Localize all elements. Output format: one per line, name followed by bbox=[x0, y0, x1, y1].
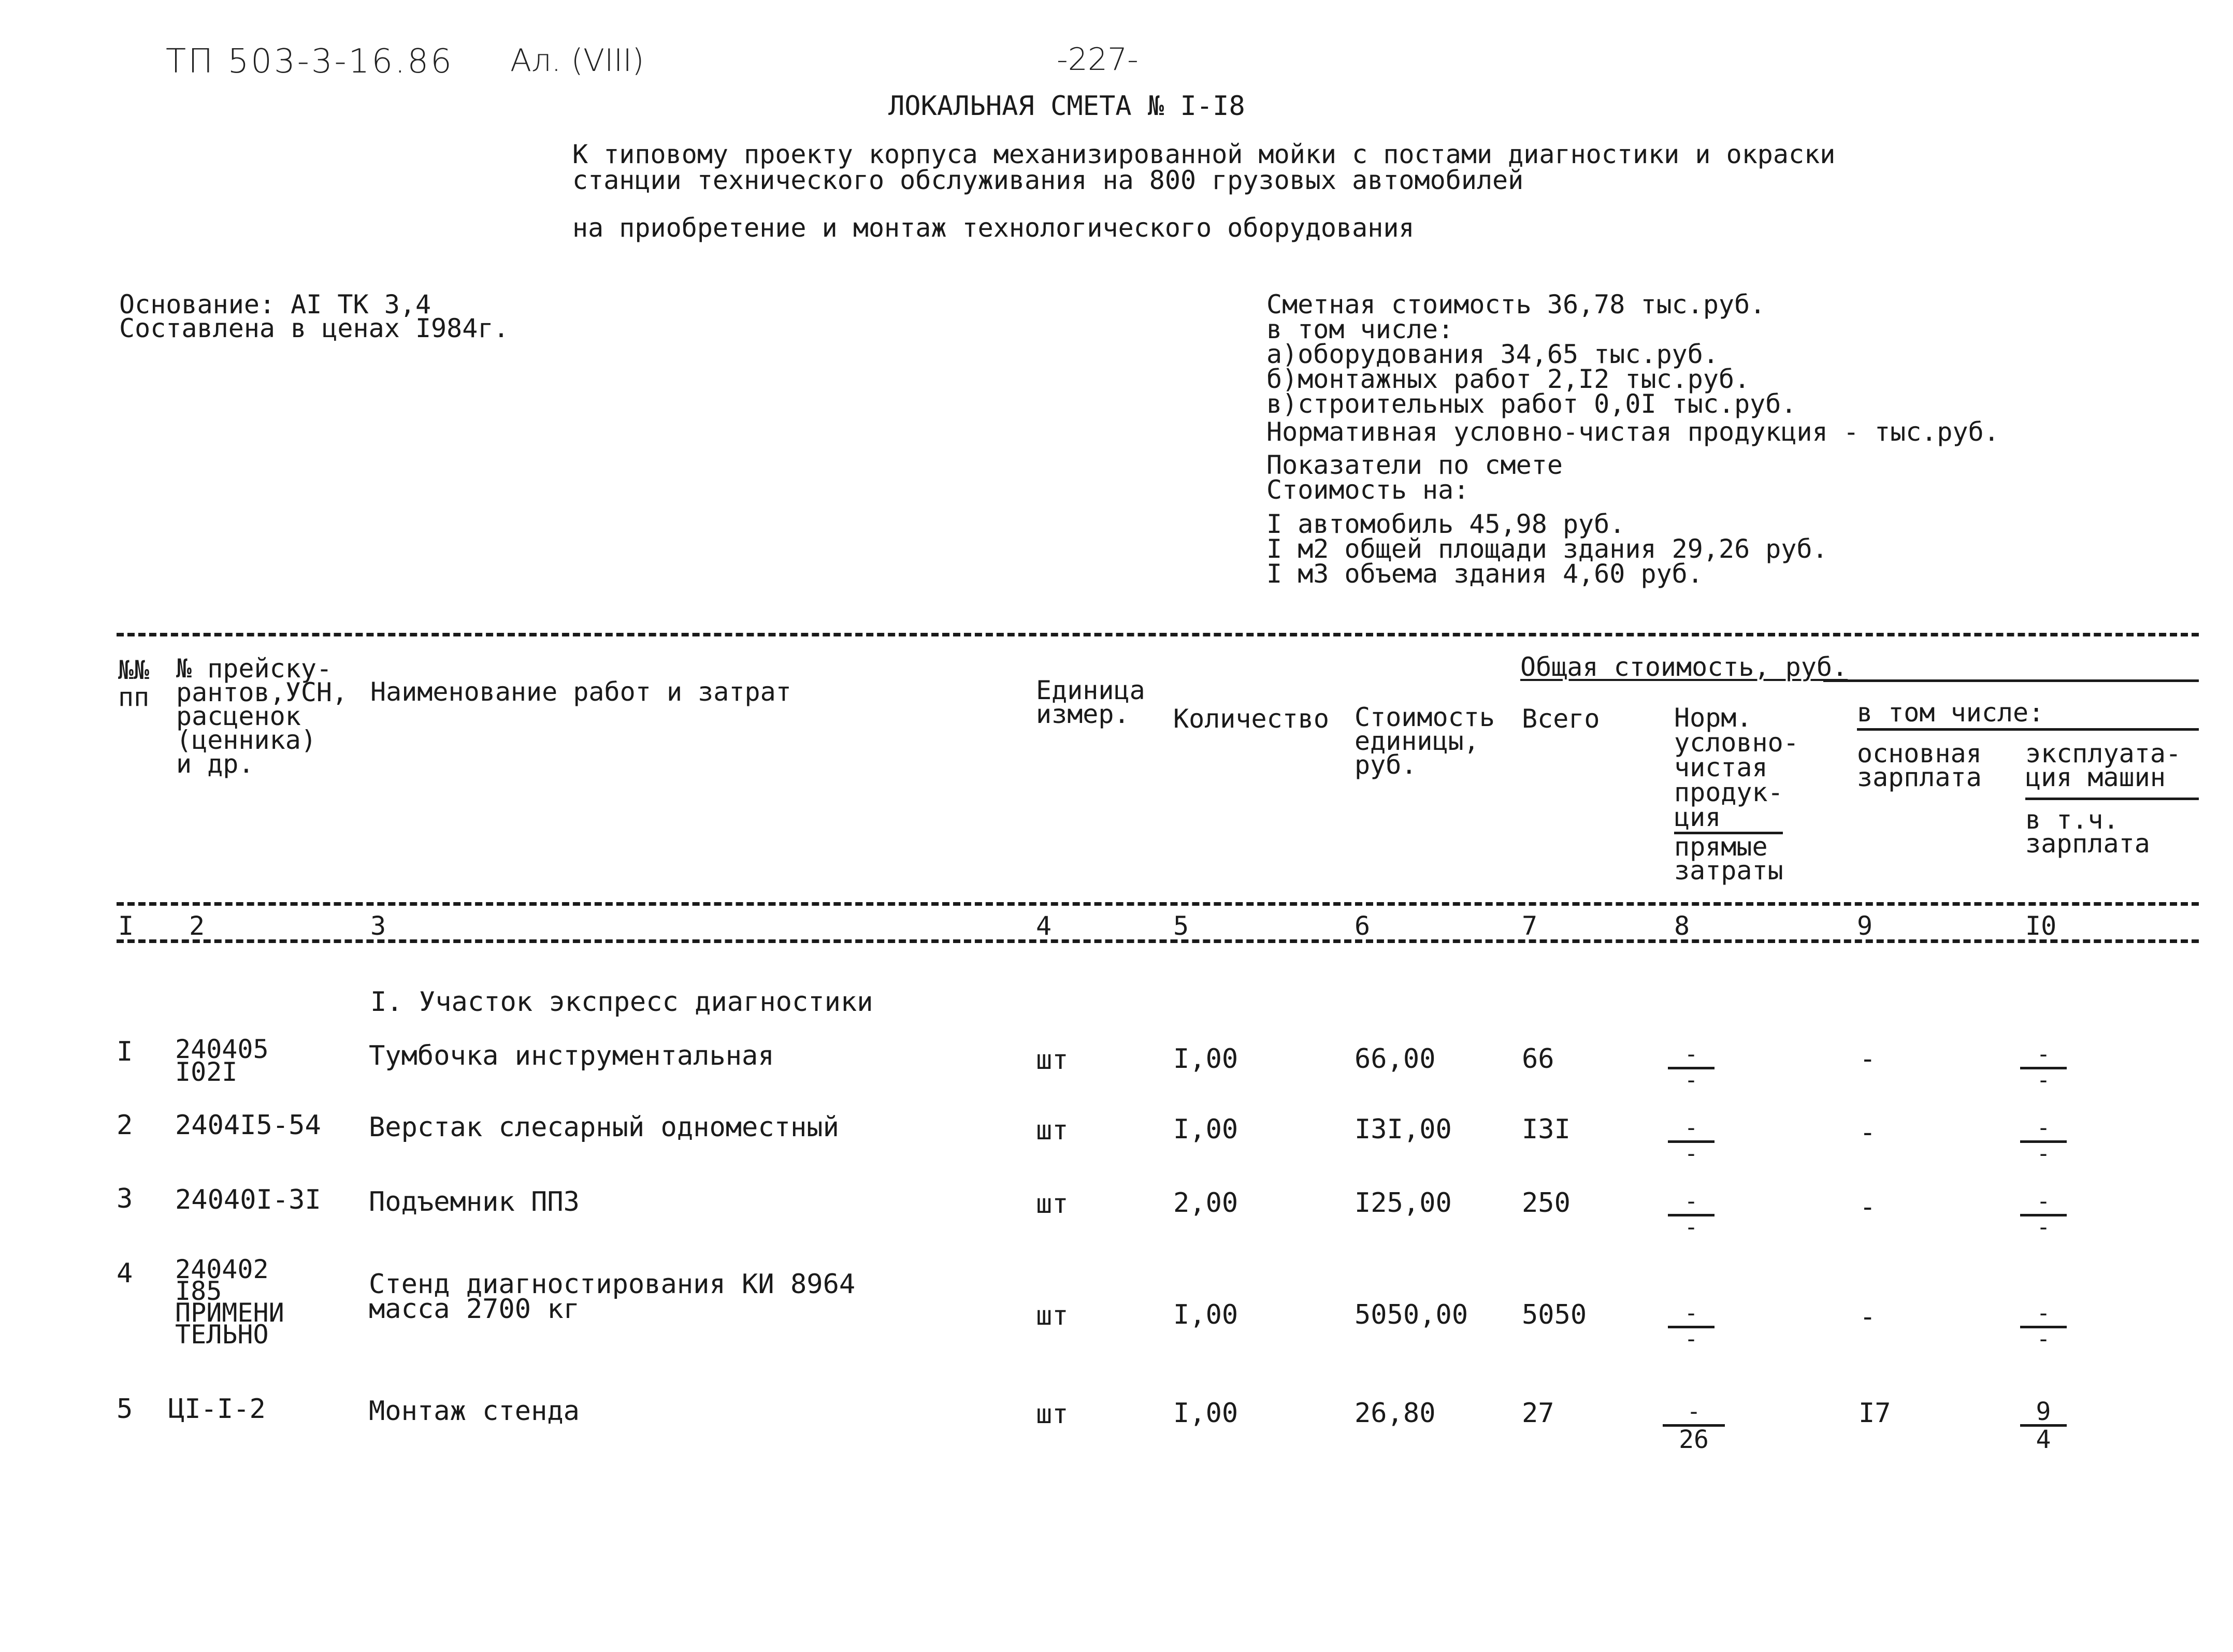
summary-per-vehicle: I автомобиль 45,98 руб. bbox=[1266, 509, 1625, 539]
col-number-4: 4 bbox=[1036, 911, 1052, 941]
summary-per-m2: I м2 общей площади здания 29,26 руб. bbox=[1266, 534, 1828, 564]
row-net-product-fraction: - 26 bbox=[1663, 1401, 1725, 1448]
row-machine-fraction: - - bbox=[2020, 1044, 2067, 1091]
row-total: 5050 bbox=[1522, 1299, 1587, 1330]
group-underline bbox=[1823, 679, 2199, 682]
row-net-product-fraction: - - bbox=[1668, 1303, 1715, 1350]
row-unit: шт bbox=[1036, 1300, 1069, 1331]
row-code: 2404I5-54 bbox=[175, 1110, 321, 1141]
row-price: I3I,00 bbox=[1355, 1114, 1452, 1145]
row-total: 66 bbox=[1522, 1044, 1554, 1075]
col-number-5: 5 bbox=[1173, 911, 1189, 941]
row-price: I25,00 bbox=[1355, 1187, 1452, 1219]
col-header-name: Наименование работ и затрат bbox=[370, 677, 791, 707]
including-underline bbox=[1857, 728, 2199, 731]
col-number-2: 2 bbox=[189, 911, 205, 941]
row-qty: I,00 bbox=[1173, 1044, 1238, 1075]
col-header-direct-costs: прямые затраты bbox=[1674, 832, 1783, 886]
row-machine-fraction: - - bbox=[2020, 1191, 2067, 1238]
table-top-rule bbox=[117, 633, 2199, 636]
page-number: -227- bbox=[1057, 41, 1139, 78]
summary-including: в том числе: bbox=[1266, 314, 1454, 344]
row-net-product-fraction: - - bbox=[1668, 1044, 1715, 1091]
col-header-unit: Единица измер. bbox=[1036, 675, 1145, 729]
row-name: Тумбочка инструментальная bbox=[369, 1040, 774, 1071]
price-level-line: Составлена в ценах I984г. bbox=[119, 313, 509, 343]
row-base-salary: - bbox=[1860, 1192, 1876, 1223]
row-code: ЦI-I-2 bbox=[168, 1394, 266, 1425]
row-name: Стенд диагностирования КИ 8964 масса 2700 кг bbox=[369, 1269, 856, 1325]
col-header-machine-salary: в т.ч. зарплата bbox=[2025, 805, 2150, 859]
row-net-product-fraction: - - bbox=[1668, 1118, 1715, 1164]
col-number-1: I bbox=[118, 911, 134, 941]
col-number-3: 3 bbox=[370, 911, 386, 941]
row-base-salary: - bbox=[1860, 1044, 1876, 1075]
col-header-unit-price: Стоимость единицы, руб. bbox=[1355, 702, 1495, 780]
row-code: 24040I-3I bbox=[175, 1184, 321, 1215]
col-number-9: 9 bbox=[1857, 911, 1873, 941]
summary-installation: б)монтажных работ 2,I2 тыс.руб. bbox=[1266, 364, 1750, 394]
row-total: 27 bbox=[1522, 1398, 1554, 1429]
row-price: 5050,00 bbox=[1355, 1299, 1468, 1330]
section-title: I. Участок экспресс диагностики bbox=[370, 987, 873, 1018]
row-total: 250 bbox=[1522, 1187, 1571, 1219]
machine-ops-divider bbox=[2025, 798, 2199, 800]
row-no: I bbox=[117, 1036, 133, 1067]
row-price: 66,00 bbox=[1355, 1044, 1436, 1075]
col-header-code: № прейску- рантов,УСН, расценок (ценника) и др. bbox=[176, 654, 348, 779]
summary-equipment: а)оборудования 34,65 тыс.руб. bbox=[1266, 339, 1719, 369]
subtitle-line-2: станции технического обслуживания на 800 грузовых автомобилей bbox=[572, 165, 1524, 195]
col-header-total: Всего bbox=[1522, 704, 1600, 734]
row-no: 4 bbox=[117, 1258, 133, 1289]
col-number-6: 6 bbox=[1355, 911, 1371, 941]
col-numbers-rule bbox=[117, 939, 2199, 943]
col-header-base-salary: основная зарплата bbox=[1857, 738, 1982, 792]
row-name: Подъемник ПП3 bbox=[369, 1186, 580, 1218]
document-title: ЛОКАЛЬНАЯ СМЕТА № I-I8 bbox=[888, 91, 1245, 122]
col-number-8: 8 bbox=[1674, 911, 1690, 941]
basis-line: Основание: АI ТК 3,4 bbox=[119, 289, 431, 320]
project-code: ТП 503-3-16.86 bbox=[166, 42, 454, 81]
col-group-total-cost: Общая стоимость, руб. bbox=[1520, 652, 1848, 682]
row-qty: I,00 bbox=[1173, 1398, 1238, 1429]
row-machine-fraction: - - bbox=[2020, 1118, 2067, 1164]
col-header-machine-ops: эксплуата- ция машин bbox=[2025, 738, 2182, 792]
summary-construction: в)строительных работ 0,0I тыс.руб. bbox=[1266, 389, 1797, 419]
album-number: Ал. (VIII) bbox=[510, 42, 644, 79]
row-code: 240405 I02I bbox=[175, 1034, 269, 1087]
col-header-qty: Количество bbox=[1173, 704, 1330, 734]
col-header-no: №№ пп bbox=[118, 655, 150, 712]
col-number-10: I0 bbox=[2025, 911, 2057, 941]
summary-per-m3: I м3 объема здания 4,60 руб. bbox=[1266, 559, 1703, 589]
row-name: Верстак слесарный одноместный bbox=[369, 1112, 839, 1143]
row-total: I3I bbox=[1522, 1114, 1571, 1145]
col-number-7: 7 bbox=[1522, 911, 1538, 941]
subtitle-line-1: К типовому проекту корпуса механизированной мойки с постами диагностики и окраски bbox=[572, 139, 1836, 169]
row-unit: шт bbox=[1036, 1189, 1069, 1220]
row-base-salary: - bbox=[1860, 1301, 1876, 1332]
header-bottom-rule bbox=[117, 902, 2199, 906]
summary-cost-per: Стоимость на: bbox=[1266, 475, 1470, 505]
row-no: 2 bbox=[117, 1110, 133, 1141]
row-no: 5 bbox=[117, 1394, 133, 1425]
row-net-product-fraction: - - bbox=[1668, 1191, 1715, 1238]
col-header-net-product: Норм. условно- чистая продук- ция bbox=[1674, 703, 1799, 832]
subtitle-line-3: на приобретение и монтаж технологического оборудования bbox=[572, 213, 1415, 243]
row-qty: I,00 bbox=[1173, 1299, 1238, 1330]
row-machine-fraction: 9 4 bbox=[2020, 1401, 2067, 1448]
row-unit: шт bbox=[1036, 1045, 1069, 1076]
col-header-including: в том числе: bbox=[1857, 698, 2044, 728]
row-qty: I,00 bbox=[1173, 1114, 1238, 1145]
row-price: 26,80 bbox=[1355, 1398, 1436, 1429]
row-unit: шт bbox=[1036, 1399, 1069, 1430]
row-machine-fraction: - - bbox=[2020, 1303, 2067, 1350]
row-base-salary: - bbox=[1860, 1117, 1876, 1148]
row-qty: 2,00 bbox=[1173, 1187, 1238, 1219]
summary-estimated-cost: Сметная стоимость 36,78 тыс.руб. bbox=[1266, 289, 1766, 320]
summary-indicators: Показатели по смете bbox=[1266, 450, 1563, 480]
row-unit: шт bbox=[1036, 1115, 1069, 1146]
row-no: 3 bbox=[117, 1183, 133, 1214]
row-code: 240402 I85 ПРИМЕНИ ТЕЛЬНО bbox=[175, 1254, 284, 1350]
row-name: Монтаж стенда bbox=[369, 1396, 580, 1427]
row-base-salary: I7 bbox=[1859, 1398, 1891, 1429]
summary-net-product: Нормативная условно-чистая продукция - тыс.руб. bbox=[1266, 417, 1999, 447]
